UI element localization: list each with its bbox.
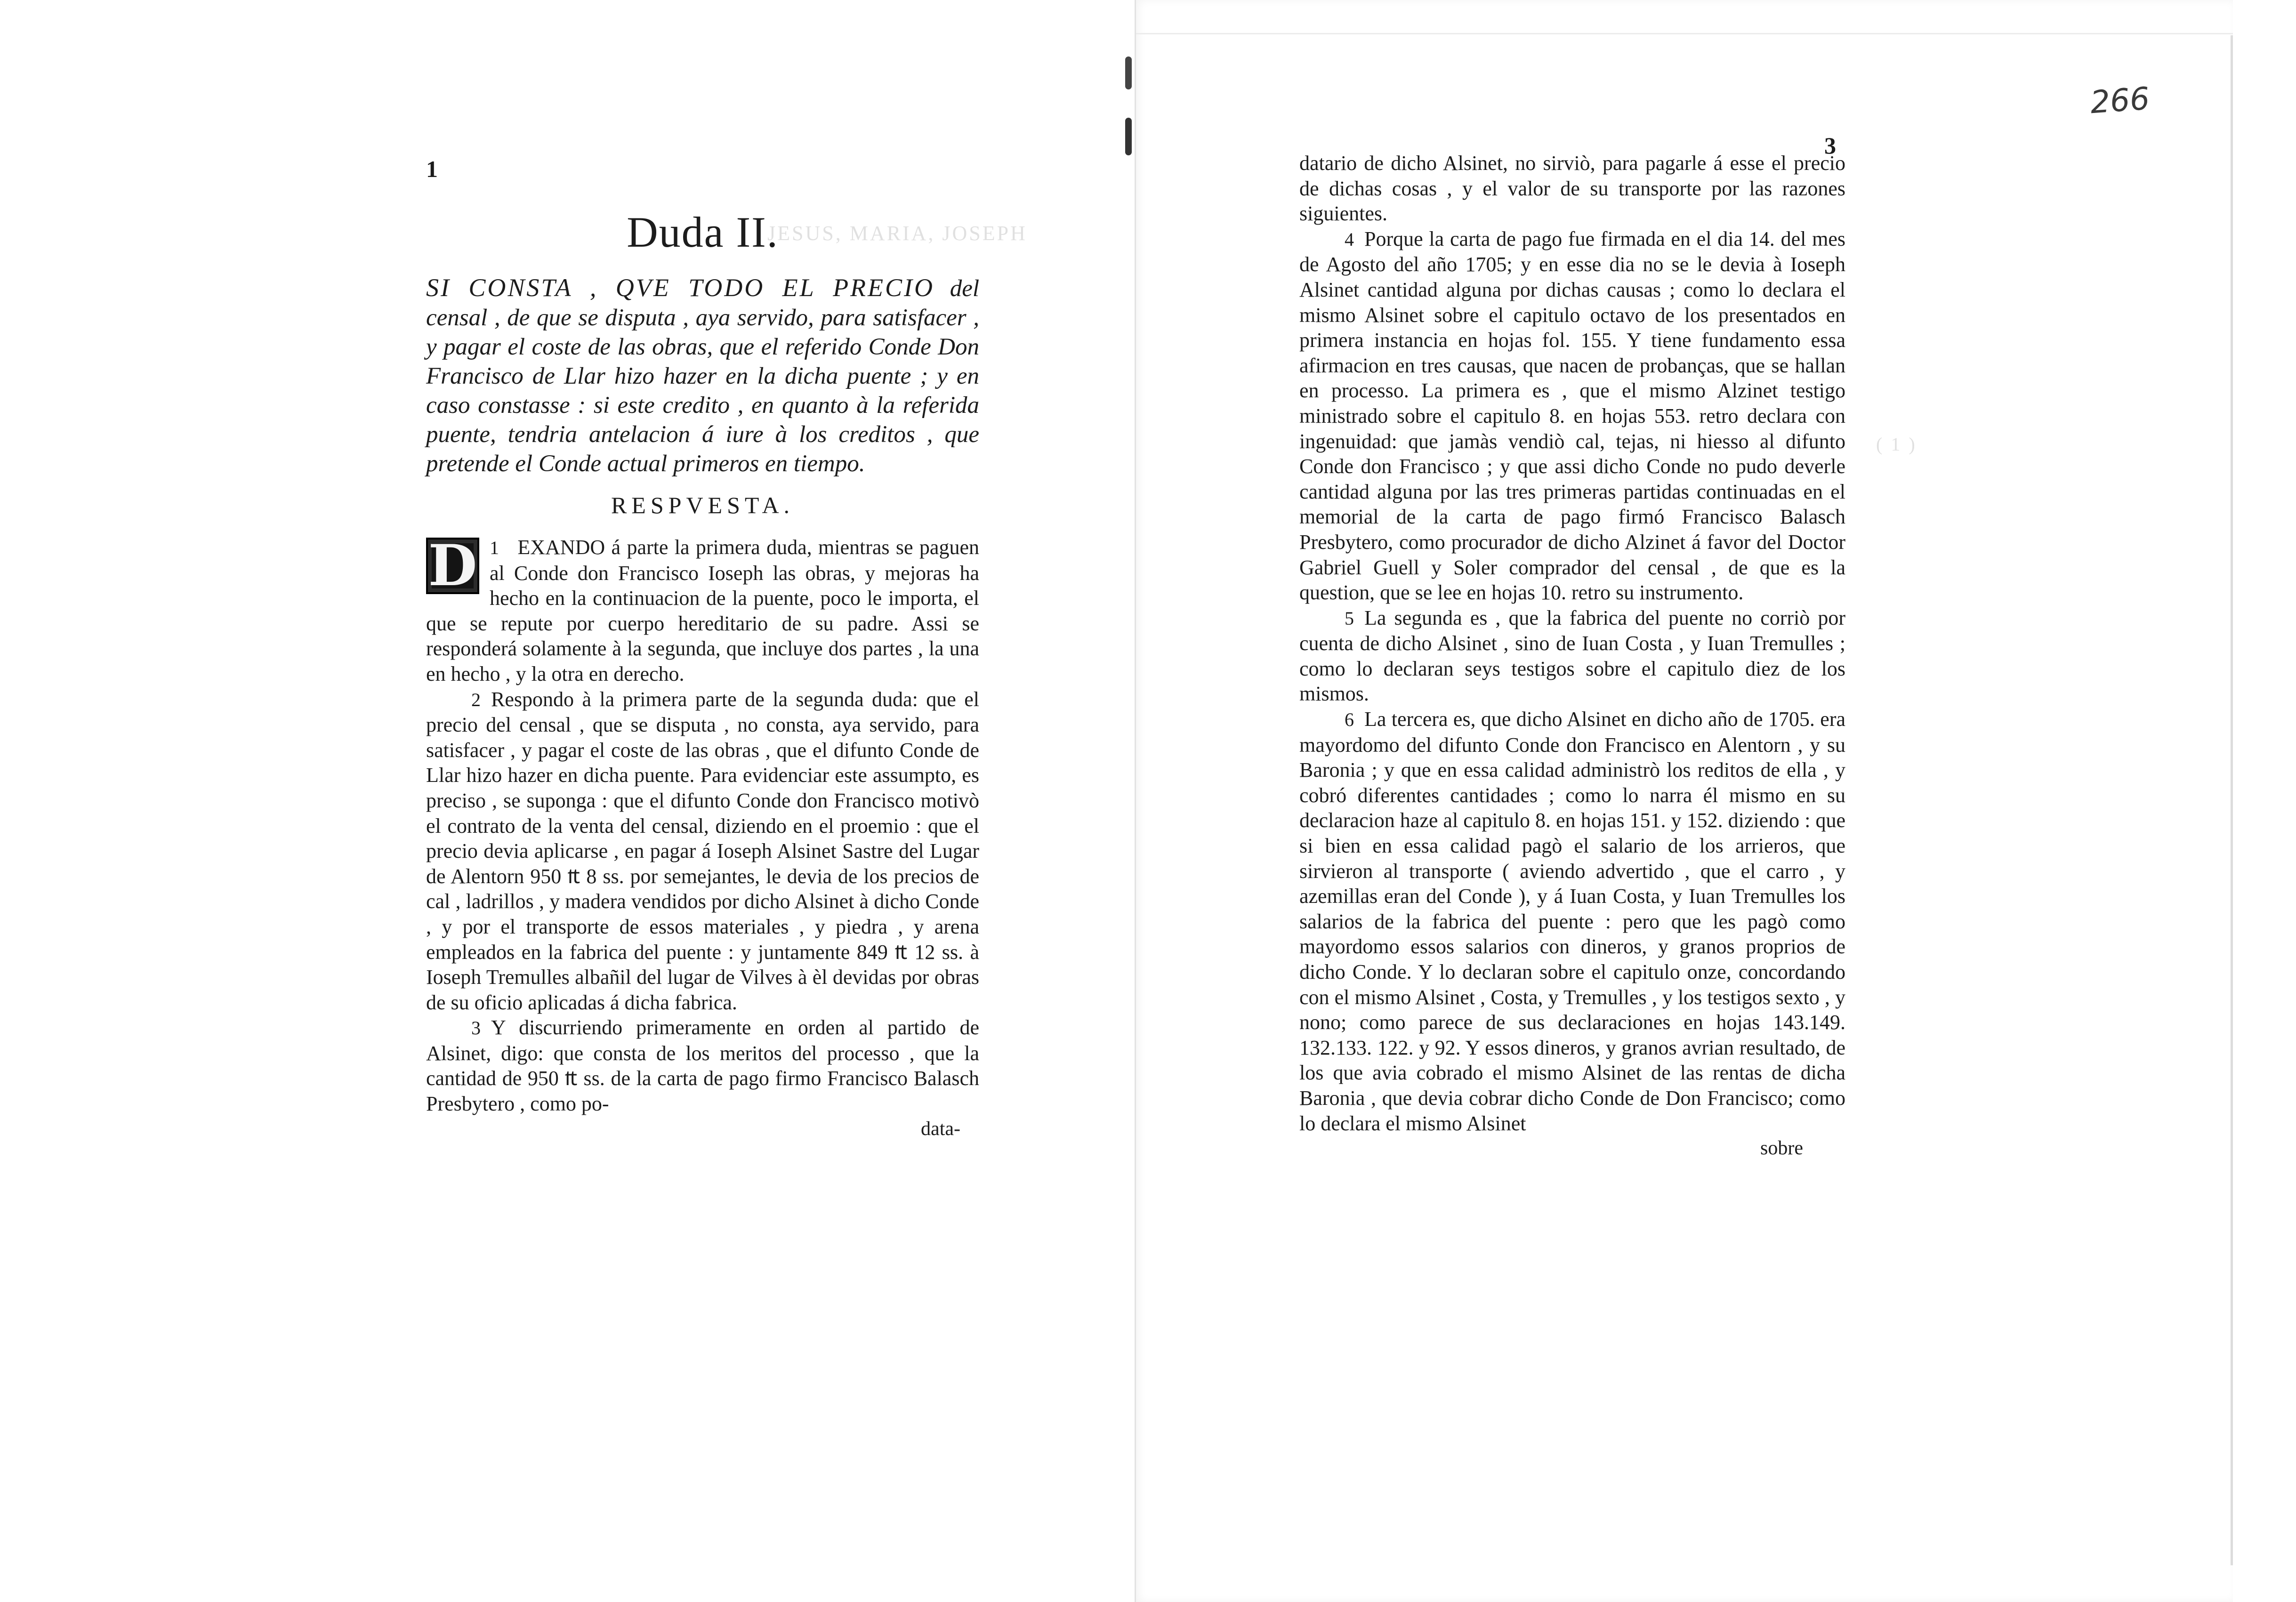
left-text-column bbox=[426, 155, 979, 1140]
paragraph-4 bbox=[1299, 226, 1845, 605]
paragraph-1 bbox=[426, 532, 979, 687]
answer-title: RESPVESTA. bbox=[611, 492, 795, 518]
page-number: 1 bbox=[426, 156, 438, 182]
bleed-through-text: ( 1 ) bbox=[1876, 434, 1917, 455]
paragraph-text: EXANDO á parte la primera duda, mientras se paguen al Conde don Francisco Ioseph las obras, y mejoras ha hecho en la continuacion de la puente, poco le importa, el que se repute por cuerpo hereditario de su padre. Assi se responderá solamente à la segunda, que incluye dos partes , la una en hecho , y la otra en derecho. bbox=[426, 536, 979, 685]
paragraph-6 bbox=[1299, 707, 1845, 1136]
paragraph-number: 5 bbox=[1345, 607, 1354, 629]
paragraph-text: Respondo à la primera parte de la segunda duda: que el precio del censal , que se disputa , no consta, aya servido, para satisfacer , y pagar el coste de las obras , que el difunto Conde de Llar hizo hazer en dicha puente. Para evidenciar este assumpto, es preciso , se suponga : que el difunto Conde don Francisco motivò el contrato de la venta del censal, diziendo en el proemio : que el precio devia aplicarse , en pagar á Ioseph Alsinet Sastre del Lugar de Alentorn 950 ₶ 8 ss. por semejantes, le devia de los precios de cal , ladrillos , y madera vendidos por dicho Alsinet à dicho Conde , y por el transporte de essos materiales , y piedra , y arena empleados en la fabrica del puente : y juntamente 849 ₶ 12 ss. à Ioseph Tremulles albañil del lugar de Vilves à èl devidas por obras de su oficio aplicadas á dicha fabrica. bbox=[426, 687, 979, 1014]
catchword: data- bbox=[921, 1118, 960, 1140]
paragraph-number: 6 bbox=[1345, 709, 1354, 731]
paragraph-2 bbox=[426, 687, 979, 1015]
binding-stitch-icon bbox=[1125, 56, 1132, 89]
paragraph-5 bbox=[1299, 605, 1845, 707]
paragraph-number: 1 bbox=[490, 537, 499, 558]
question-lead: SI CONSTA , QVE TODO EL PRECIO bbox=[426, 274, 935, 302]
paragraph-number: 4 bbox=[1345, 228, 1354, 250]
paragraph-text: La tercera es, que dicho Alsinet en dicho año de 1705. era mayordomo del difunto Conde don Francisco en Alentorn , y su Baronia ; y que en essa calidad administrò los reditos de ella , y cobró diferentes cantidades ; como lo narra él mismo en su declaracion haze al capitulo 8. en hojas 151. y 152. diziendo : que si bien en essa calidad pagò el salario de los arrieros, que sirvieron al transporte ( aviendo advertido , que el carro , y azemillas eran del Conde ), y á Iuan Costa, y Iuan Tremulles los salarios de la fabrica del puente : pero que les pagò como mayordomo essos salarios con dineros, y granos proprios de dicho Conde. Y lo declaran sobre el capitulo onze, concordando con el mismo Alsinet , Costa, y Tremulles , y los testigos sexto , y nono; como parece de sus declaraciones en hojas 143.149. 132.133. 122. y 92. Y essos dineros, y granos avrian resultado, de los que avia cobrado el mismo Alsinet de las rentas de dicha Baronia , que devia cobrar dicho Conde de Don Francisco; como lo declara el mismo Alsinet bbox=[1299, 708, 1845, 1135]
left-page bbox=[0, 0, 1135, 1602]
paragraph-text: La segunda es , que la fabrica del puente no corriò por cuenta de dicho Alsinet , sino de Iuan Costa , y Iuan Tremulles ; como lo declaran seys testigos sobre el capitulo diez de los mismos. bbox=[1299, 606, 1845, 706]
decorated-initial-icon: D bbox=[426, 538, 479, 594]
bleed-through-text: JESUS, MARIA, JOSEPH bbox=[767, 222, 1027, 245]
page-number: 3 bbox=[1824, 132, 1836, 159]
paragraph-text: Y discurriendo primeramente en orden al partido de Alsinet, digo: que consta de los meritos del processo , que la cantidad de 950 ₶ ss. de la carta de pago firmo Francisco Balasch Presbytero , como po- bbox=[426, 1016, 979, 1116]
paragraph-number: 3 bbox=[471, 1017, 481, 1039]
paragraph-number: 2 bbox=[471, 689, 481, 710]
paragraph-continuation: datario de dicho Alsinet, no sirviò, para pagarle á esse el precio de dichas cosas , y el valor de su transporte por las razones siguientes. bbox=[1299, 152, 1845, 225]
catchword: sobre bbox=[1760, 1137, 1803, 1159]
right-text-column bbox=[1299, 151, 1845, 1159]
question-block bbox=[426, 273, 979, 478]
paragraph-text: Porque la carta de pago fue firmada en el dia 14. del mes de Agosto del año 1705; y en esse dia no se le devia à Ioseph Alsinet cantidad alguna por dichas causas ; como lo declara el mismo Alsinet sobre el capitulo octavo de los presentados en primera instancia en hojas fol. 155. Y tiene fundamento essa afirmacion en tres causas, que nacen de probanças, que se hallan en processo. La primera es , que el mismo Alzinet testigo ministrado sobre el capitulo 8. en hojas 553. retro declara con ingenuidad: que jamàs vendiò cal, tejas, ni hiesso al difunto Conde don Francisco ; y que assi dicho Conde no pudo deverle cantidad alguna por las tres primeras partidas continuadas en el memorial de la carta de pago firmó Francisco Balasch Presbytero, como procurador de dicho Alzinet á favor del Doctor Gabriel Guell y Soler comprador del censal , de que es la question, que se lee en hojas 10. retro su instrumento. bbox=[1299, 227, 1845, 604]
folio-number: 266 bbox=[2089, 80, 2151, 121]
paragraph-3 bbox=[426, 1015, 979, 1116]
question-text: del censal , de que se disputa , aya servido, para satisfacer , y pagar el coste de las obras, que el referido Conde Don Francisco de Llar hizo hazer en la dicha puente ; y en caso constasse : si este credito , en quanto à la referida puente, tendria antelacion á iure à los creditos , que pretende el Conde actual primeros en tiempo. bbox=[426, 275, 980, 477]
binding-stitch-icon bbox=[1125, 118, 1132, 155]
doubt-heading: Duda II. bbox=[627, 208, 779, 256]
